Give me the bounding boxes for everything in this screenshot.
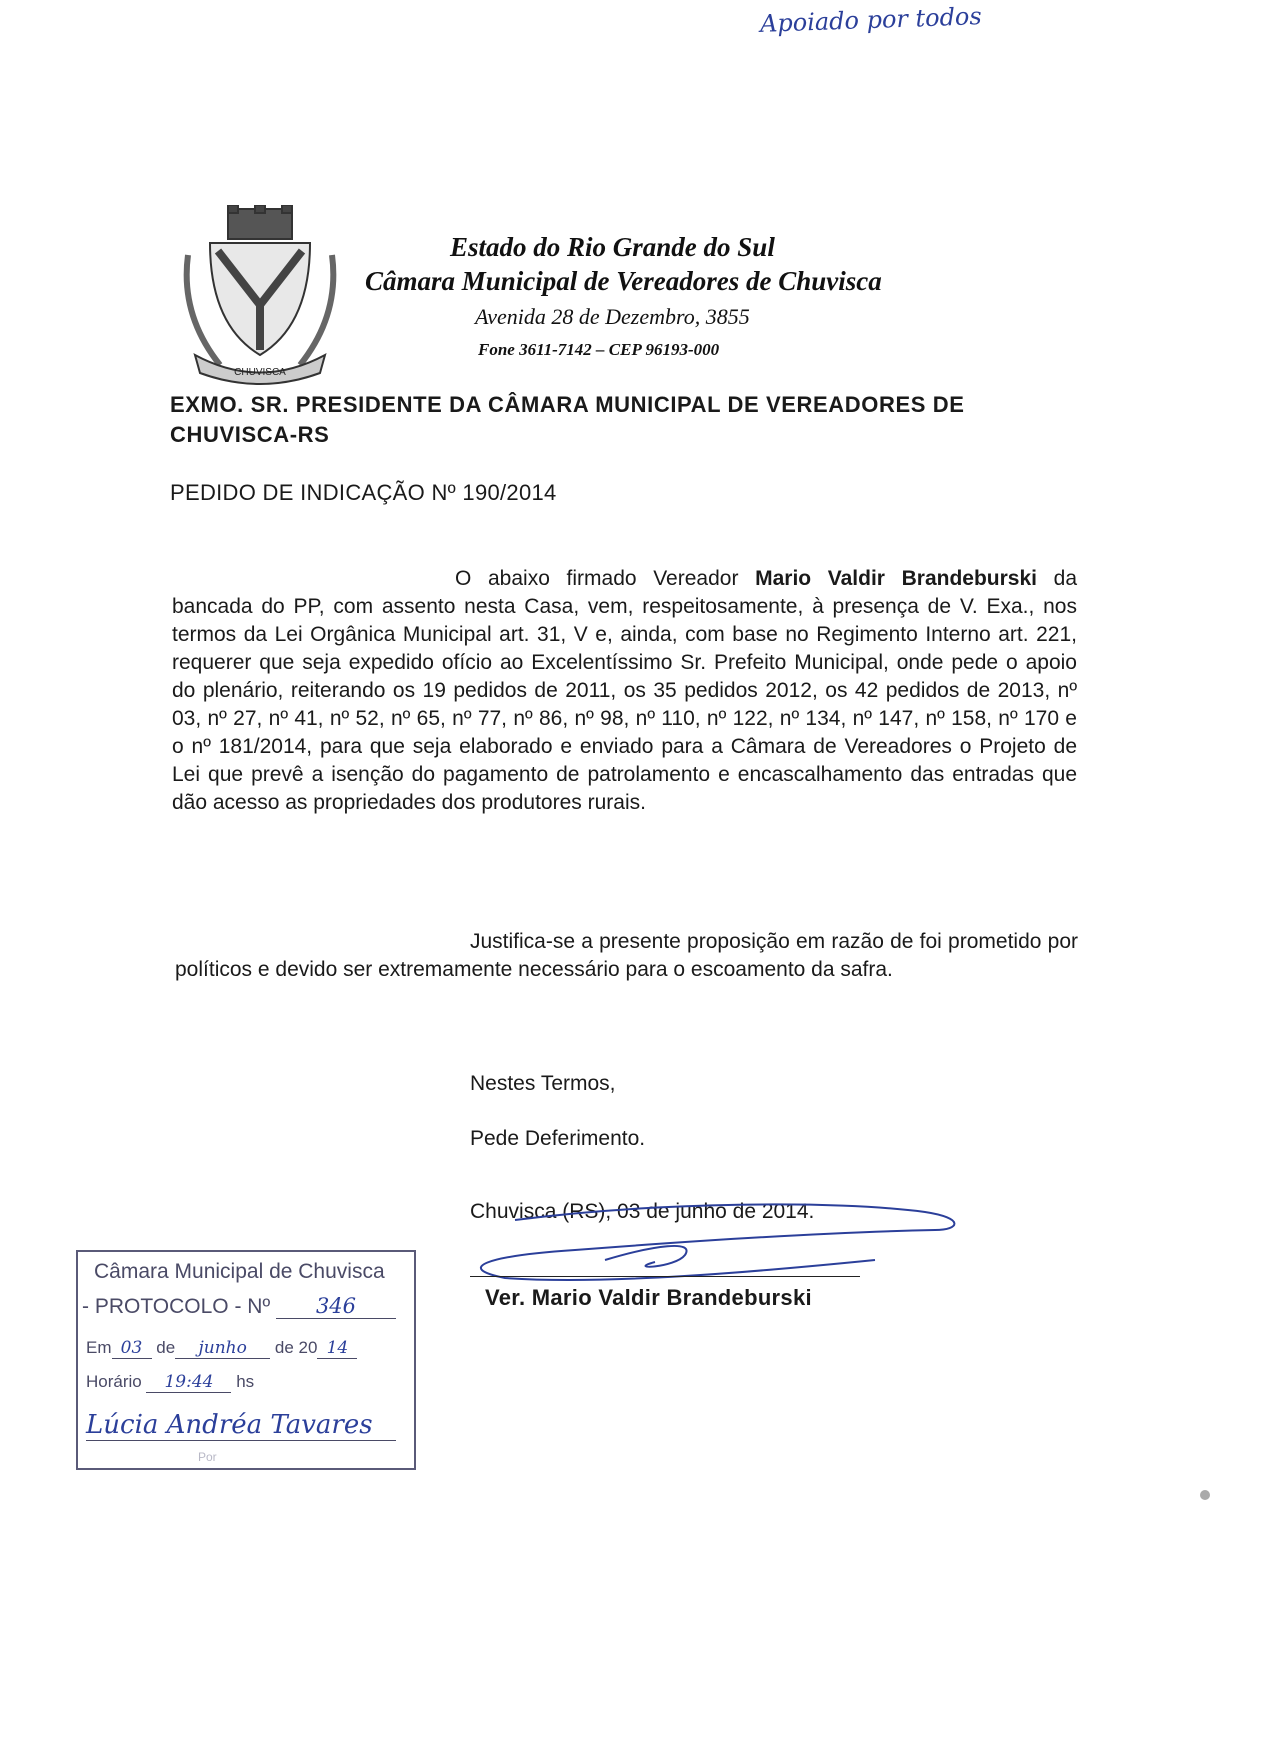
body-intro: O abaixo firmado Vereador <box>455 567 756 590</box>
body-paragraph-2 <box>175 928 1078 984</box>
protocol-stamp <box>76 1250 416 1470</box>
coat-of-arms-icon <box>180 205 340 395</box>
place-date: Chuvisca (RS), 03 de junho de 2014. <box>470 1200 815 1223</box>
addressee: EXMO. SR. PRESIDENTE DA CÂMARA MUNICIPAL DE VEREADORES DE CHUVISCA-RS <box>170 392 965 447</box>
paper-speck <box>1200 1490 1210 1500</box>
request-number: PEDIDO DE INDICAÇÃO Nº 190/2014 <box>170 480 557 505</box>
signatory-name: Ver. Mario Valdir Brandeburski <box>485 1285 812 1310</box>
stamp-protocol-number: 346 <box>276 1294 396 1319</box>
councilor-name: Mario Valdir Brandeburski <box>755 567 1037 590</box>
letterhead-address: Avenida 28 de Dezembro, 3855 <box>475 304 750 329</box>
stamp-faint-text: Por <box>198 1450 217 1464</box>
body-text: da bancada do PP, com assento nesta Casa, vem, respeitosamente, à presença de V. Exa., nos termos da Lei Orgânica Municipal art. 31, V e, ainda, com base no Regimento Interno art. 221, requerer que seja expedido ofício ao Excelentíssimo Sr. Prefeito Municipal, onde pede o apoio do plenário, reiterando os 19 pedidos de 2011, os 35 pedidos 2012, os 42 pedidos de 2013, nº 03, nº 27, nº 41, nº 52, nº 65, nº 77, nº 86, nº 98, nº 110, nº 122, nº 134, nº 147, nº 158, nº 170 e o nº 181/2014, para que seja elaborado e enviado para a Câmara de Vereadores o Projeto de Lei que prevê a isenção do pagamento de patrolamento e encascalhamento das entradas que dão acesso as propriedades dos produtores rurais. <box>172 567 1077 814</box>
handwritten-signature-icon <box>455 1190 975 1285</box>
body-paragraph-1 <box>172 565 1077 817</box>
stamp-time-row <box>86 1372 254 1393</box>
stamp-title: Câmara Municipal de Chuvisca <box>94 1260 385 1283</box>
stamp-day: 03 <box>112 1338 152 1359</box>
letterhead-state: Estado do Rio Grande do Sul <box>450 232 775 262</box>
letterhead-chamber: Câmara Municipal de Vereadores de Chuvisca <box>365 266 882 296</box>
stamp-protocol-row <box>82 1294 396 1319</box>
stamp-signature: Lúcia Andréa Tavares <box>86 1410 396 1441</box>
closing-request: Pede Deferimento. <box>470 1127 646 1150</box>
handwritten-note: Apoiado por todos <box>759 2 983 38</box>
signature-line <box>470 1276 860 1277</box>
stamp-protocol-label: - PROTOCOLO - Nº <box>82 1295 271 1318</box>
stamp-month: junho <box>175 1338 270 1359</box>
closing-terms: Nestes Termos, <box>470 1072 616 1095</box>
crest-banner-text: CHUVISCA <box>234 367 286 378</box>
stamp-date-row <box>86 1338 357 1359</box>
stamp-de-label: de <box>156 1338 176 1357</box>
stamp-em-label: Em <box>86 1338 112 1357</box>
stamp-year: 14 <box>317 1338 357 1359</box>
stamp-time: 19:44 <box>146 1372 231 1393</box>
stamp-time-label: Horário <box>86 1372 142 1391</box>
letterhead-contact: Fone 3611-7142 – CEP 96193-000 <box>478 340 720 359</box>
stamp-time-suffix: hs <box>236 1372 255 1391</box>
justification-text: Justifica-se a presente proposição em razão de foi prometido por políticos e devido ser extremamente necessário para o escoamento da safra. <box>175 930 1078 981</box>
stamp-year-label: de 20 <box>274 1338 318 1357</box>
